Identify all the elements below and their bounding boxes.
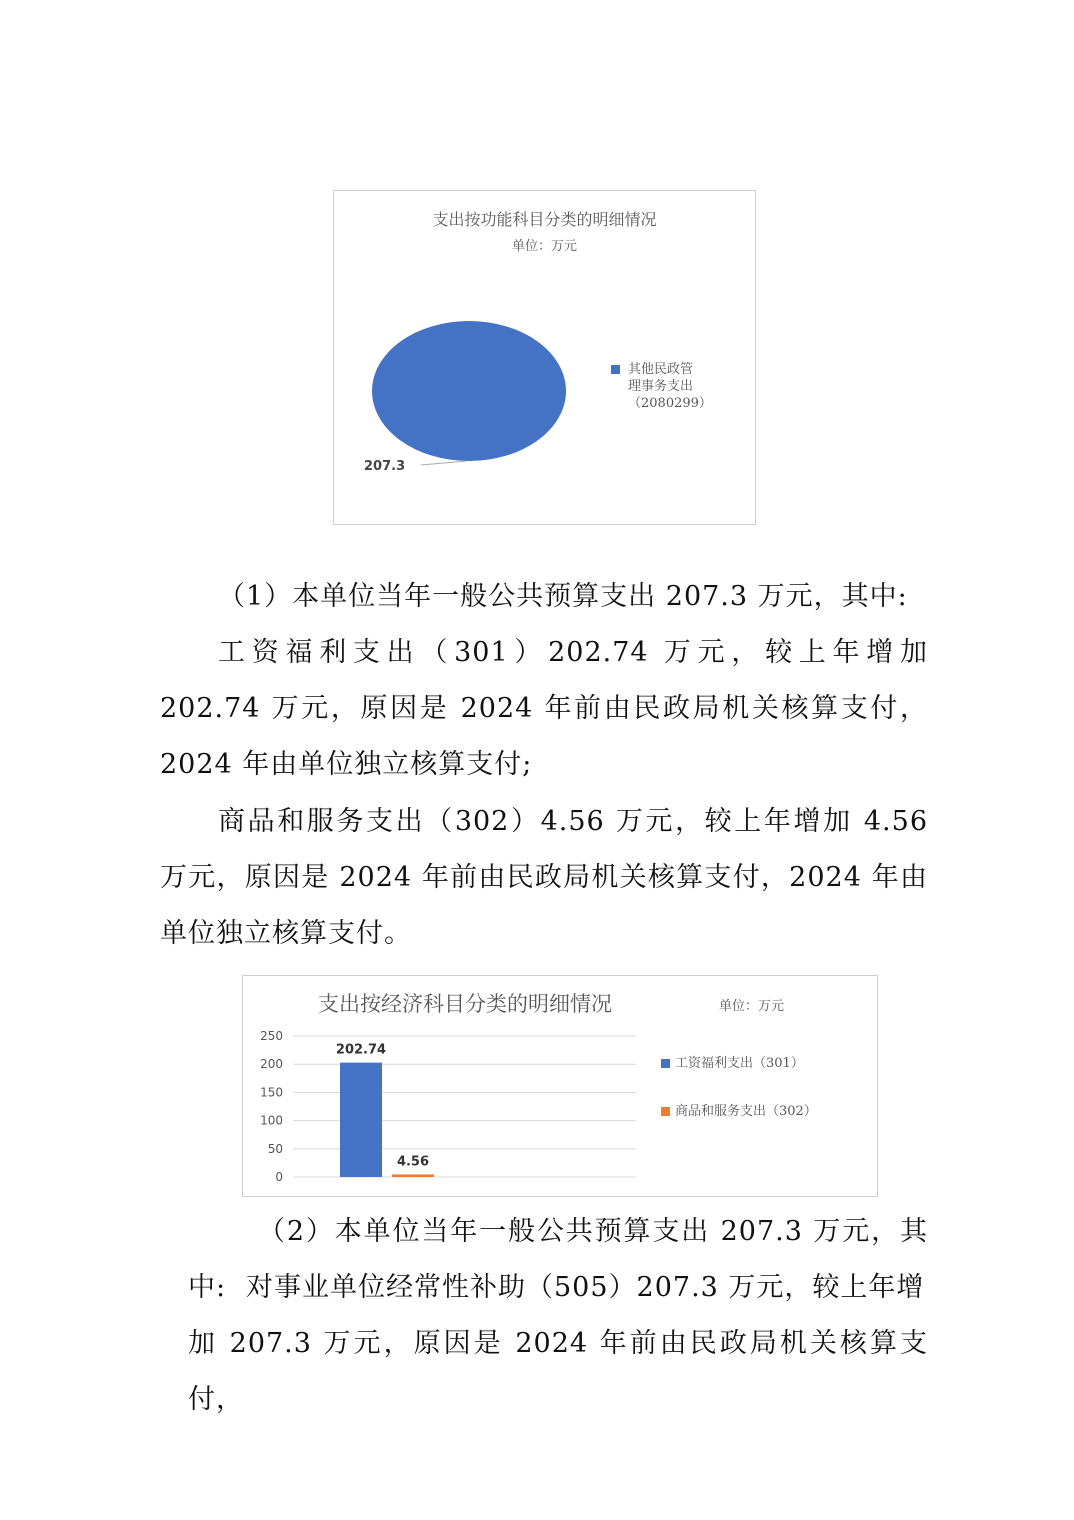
pie-legend-line-1: 其他民政管 [628, 362, 694, 377]
pie-slice [372, 321, 566, 461]
bar-legend-label-2: 商品和服务支出（302） [675, 1104, 817, 1119]
bar-legend-item-2 [661, 1100, 817, 1119]
bar-chart-title: 支出按经济科目分类的明细情况 [318, 992, 612, 1016]
pie-legend-line-3: （2080299） [628, 396, 712, 411]
pie-data-label: 207.3 [364, 459, 406, 474]
y-tick-label: 250 [260, 1029, 283, 1043]
pie-chart-unit: 单位：万元 [511, 239, 577, 254]
bar-chart-unit: 单位：万元 [719, 999, 785, 1014]
y-tick-label: 0 [275, 1170, 283, 1184]
legend-swatch [661, 1059, 670, 1068]
para-2-line-1: （2）本单位当年一般公共预算支出 207.3 万元，其中: [188, 1216, 928, 1303]
bar-plot [243, 976, 877, 1196]
para-1-wage-text: 工资福利支出（301）202.74 万元，较上年增加 202.74 万元，原因是 2024 年前由民政局机关核算支付，2024 年由单位独立核算支付; [160, 637, 928, 780]
pie-chart [333, 190, 756, 525]
bar-chart [242, 975, 878, 1197]
pie-legend [611, 361, 741, 412]
bar-legend-label-1: 工资福利支出（301） [675, 1056, 804, 1071]
para-1-goods-text: 商品和服务支出（302）4.56 万元，较上年增加 4.56 万元，原因是 2024 年前由民政局机关核算支付，2024 年由单位独立核算支付。 [160, 806, 928, 949]
para-2-subsidy-text-2: 加 207.3 万元，原因是 2024 年前由民政局机关核算支付， [188, 1328, 928, 1415]
legend-swatch [661, 1107, 670, 1116]
y-tick-label: 50 [267, 1141, 283, 1156]
para-2-subsidy-text-1: 对事业单位经常性补助（505）207.3 万元，较上年增 [246, 1272, 925, 1303]
para-1-line-1: （1）本单位当年一般公共预算支出 207.3 万元，其中: [218, 581, 908, 612]
pie-leader-line [421, 461, 467, 465]
pie-plot [334, 191, 755, 524]
y-tick-label: 100 [260, 1113, 283, 1128]
y-tick-label: 200 [260, 1057, 283, 1072]
bar-data-label-1: 202.74 [335, 1042, 387, 1058]
legend-swatch [611, 365, 620, 374]
y-tick-label: 150 [260, 1085, 283, 1100]
bar-1 [340, 1063, 382, 1177]
pie-chart-title: 支出按功能科目分类的明细情况 [432, 210, 657, 229]
bar-legend-item-1 [661, 1052, 804, 1071]
pie-legend-line-2: 理事务支出 [628, 379, 694, 394]
bar-data-label-2: 4.56 [396, 1154, 430, 1170]
bar-2 [392, 1174, 434, 1177]
